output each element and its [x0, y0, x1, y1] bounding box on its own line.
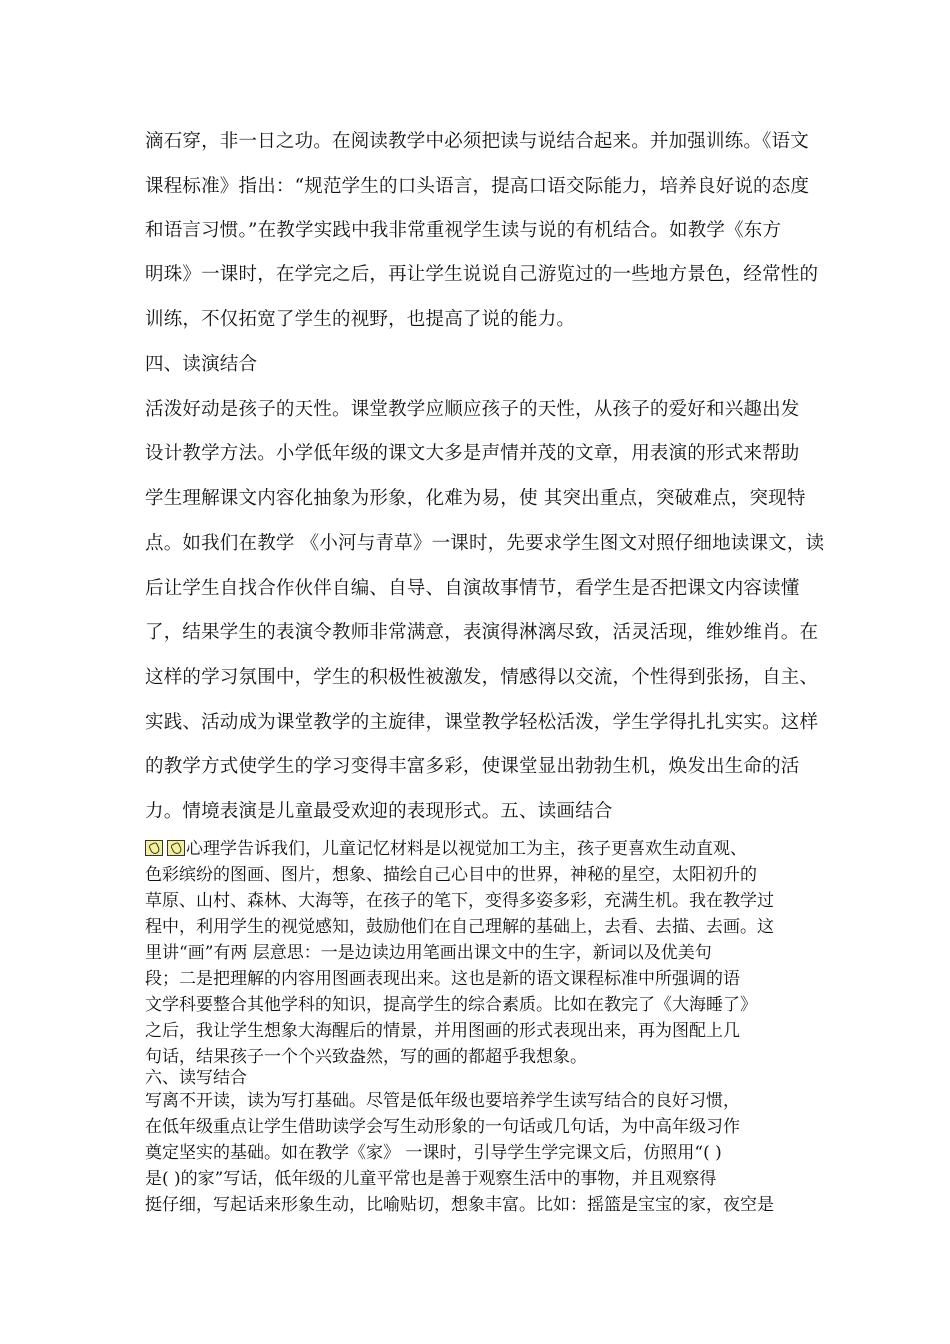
text-line: 活泼好动是孩子的天性。课堂教学应顺应孩子的天性，从孩子的爱好和兴趣出发 — [145, 399, 800, 420]
text-line: 训练，不仅拓宽了学生的视野，也提高了说的能力。 — [145, 309, 576, 330]
text-line: 写离不开读，读为写打基础。尽管是低年级也要培养学生读写结合的良好习惯， — [145, 1091, 740, 1111]
text-line: 和语言习惯。”在教学实践中我非常重视学生读与说的有机结合。如教学《东方 — [145, 220, 782, 241]
paragraph-first-line — [145, 834, 747, 859]
text-line: 段；二是把理解的内容用图画表现出来。这也是新的语文课程标准中所强调的语 — [145, 969, 740, 989]
text-line: 色彩缤纷的图画、图片，想象、描绘自己心目中的世界，神秘的星空，太阳初升的 — [145, 865, 757, 885]
pencil-icon — [145, 840, 163, 856]
section-heading: 四、读演结合 — [145, 354, 258, 375]
text-line: 草原、山村、森林、大海等，在孩子的笔下，变得多姿多彩，充满生机。我在教学过 — [145, 891, 774, 911]
section-heading: 六、读写结合 — [145, 1068, 247, 1088]
text-line: 之后，我让学生想象大海醒后的情景，并用图画的形式表现出来，再为图配上几 — [145, 1021, 740, 1041]
text-line: 了，结果学生的表演令教师非常满意，表演得淋漓尽致，活灵活现，维妙维肖。在 — [145, 622, 819, 643]
text-line: 文学科要整合其他学科的知识，提高学生的综合素质。比如在教完了《大海睡了》 — [145, 995, 757, 1015]
text-line: 的教学方式使学生的学习变得丰富多彩，使课堂显出勃勃生机，焕发出生命的活 — [145, 756, 800, 777]
text-line: 心理学告诉我们，儿童记忆材料是以视觉加工为主，孩子更喜欢生动直观、 — [186, 839, 747, 859]
text-line: 程中，利用学生的视觉感知，鼓励他们在自己理解的基础上，去看、去描、去画。这 — [145, 917, 774, 937]
text-line: 点。如我们在教学 《小河与青草》一课时，先要求学生图文对照仔细地读课文，读 — [145, 533, 825, 554]
text-line: 学生理解课文内容化抽象为形象，化难为易，使 其突出重点，突破难点，突现特 — [145, 488, 806, 509]
text-line: 设计教学方法。小学低年级的课文大多是声情并茂的文章，用表演的形式来帮助 — [145, 443, 800, 464]
text-line: 奠定坚实的基础。如在教学《家》 一课时，引导学生学完课文后，仿照用“( ) — [145, 1143, 722, 1163]
text-line: 滴石穿，非一日之功。在阅读教学中必须把读与说结合起来。并加强训练。《语文 — [145, 131, 809, 152]
text-line: 力。情境表演是儿童最受欢迎的表现形式。五、读画结合 — [145, 801, 613, 822]
text-line: 实践、活动成为课堂教学的主旋律，课堂教学轻松活泼，学生学得扎扎实实。这样 — [145, 712, 819, 733]
text-line: 里讲“画”有两 层意思：一是边读边用笔画出课文中的生字，新词以及优美句 — [145, 943, 712, 963]
text-line: 明珠》一课时，在学完之后，再让学生说说自己游览过的一些地方景色，经常性的 — [145, 264, 819, 285]
embedded-object-icons — [145, 840, 185, 856]
text-line: 这样的学习氛围中，学生的积极性被激发，情感得以交流，个性得到张扬，自主、 — [145, 667, 819, 688]
text-line: 在低年级重点让学生借助读学会写生动形象的一句话或几句话，为中高年级习作 — [145, 1117, 740, 1137]
pencil-icon — [167, 840, 185, 856]
text-line: 挺仔细，写起话来形象生动，比喻贴切，想象丰富。比如：摇篮是宝宝的家，夜空是 — [145, 1195, 774, 1215]
text-line: 课程标准》指出：“规范学生的口头语言，提高口语交际能力，培养良好说的态度 — [145, 176, 810, 197]
text-line: 是( )的家”写话，低年级的儿童平常也是善于观察生活中的事物，并且观察得 — [145, 1169, 717, 1189]
text-line: 后让学生自找合作伙伴自编、自导、自演故事情节，看学生是否把课文内容读懂 — [145, 578, 800, 599]
text-line: 句话，结果孩子一个个兴致盎然，写的画的都超乎我想象。 — [145, 1047, 587, 1067]
